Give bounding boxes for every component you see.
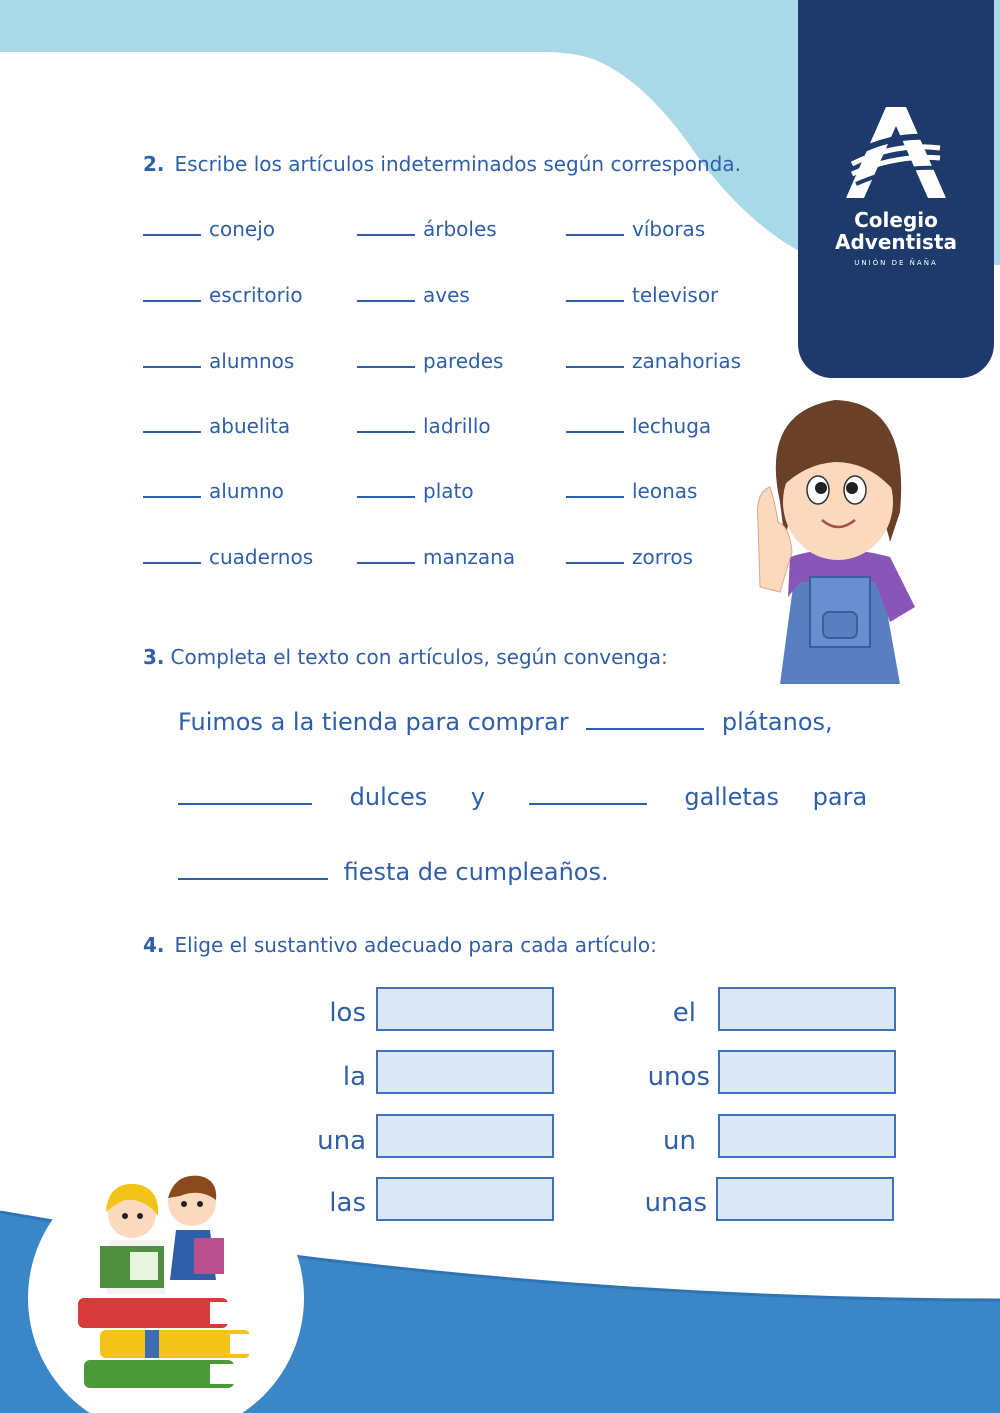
word-label: zanahorias xyxy=(632,349,742,373)
story-text-fiesta: fiesta de cumpleaños. xyxy=(343,858,609,886)
word-label: lechuga xyxy=(632,414,712,438)
answer-box-unas[interactable] xyxy=(716,1177,894,1221)
word-item xyxy=(357,283,470,307)
word-item xyxy=(143,545,313,569)
word-item xyxy=(143,479,284,503)
section3-title: Completa el texto con artículos, según convenga: xyxy=(170,645,668,669)
article-blank[interactable] xyxy=(566,415,624,433)
word-label: conejo xyxy=(209,217,276,241)
article-los: los xyxy=(329,998,366,1028)
article-una: una xyxy=(317,1126,366,1156)
school-subtitle: UNIÓN DE ÑAÑA xyxy=(854,259,938,267)
section2-heading xyxy=(143,152,741,176)
story-text-y: y xyxy=(470,783,486,811)
word-item xyxy=(143,283,303,307)
article-blank[interactable] xyxy=(143,284,201,302)
story-line-2 xyxy=(178,783,868,811)
section3-heading xyxy=(143,645,668,669)
story-blank-4[interactable] xyxy=(178,858,328,880)
word-label: manzana xyxy=(423,545,516,569)
article-la: la xyxy=(342,1062,366,1092)
word-item xyxy=(566,217,705,241)
story-text-galletas: galletas xyxy=(684,783,780,811)
word-label: paredes xyxy=(423,349,504,373)
article-un: un xyxy=(663,1126,696,1156)
article-blank[interactable] xyxy=(357,218,415,236)
article-blank[interactable] xyxy=(566,218,624,236)
word-label: leonas xyxy=(632,479,698,503)
article-blank[interactable] xyxy=(357,350,415,368)
word-item xyxy=(143,217,275,241)
article-blank[interactable] xyxy=(357,546,415,564)
word-label: escritorio xyxy=(209,283,303,307)
article-blank[interactable] xyxy=(357,415,415,433)
word-item xyxy=(566,414,711,438)
answer-box-el[interactable] xyxy=(718,987,896,1031)
section3-number: 3. xyxy=(143,645,165,669)
word-item xyxy=(357,545,515,569)
word-label: plato xyxy=(423,479,474,503)
word-item xyxy=(566,479,697,503)
article-blank[interactable] xyxy=(357,284,415,302)
word-label: televisor xyxy=(632,283,719,307)
kids-reading-books-illustration xyxy=(70,1168,270,1393)
word-label: zorros xyxy=(632,545,694,569)
section4-number: 4. xyxy=(143,933,165,957)
article-blank[interactable] xyxy=(143,546,201,564)
article-blank[interactable] xyxy=(143,218,201,236)
article-blank[interactable] xyxy=(566,350,624,368)
story-text-start: Fuimos a la tienda para comprar xyxy=(178,708,569,736)
word-item xyxy=(566,349,741,373)
school-name-line2: Adventista xyxy=(834,230,957,254)
answer-box-unos[interactable] xyxy=(718,1050,896,1094)
article-unas: unas xyxy=(644,1188,707,1218)
section2-title: Escribe los artículos indeterminados según corresponda. xyxy=(174,152,741,176)
word-label: alumnos xyxy=(209,349,295,373)
thinking-girl-illustration xyxy=(740,392,930,684)
word-item xyxy=(143,414,290,438)
story-text-dulces: dulces xyxy=(349,783,428,811)
section4-title: Elige el sustantivo adecuado para cada artículo: xyxy=(174,933,657,957)
article-blank[interactable] xyxy=(143,415,201,433)
story-blank-1[interactable] xyxy=(586,708,704,730)
article-blank[interactable] xyxy=(566,546,624,564)
story-text-platanos: plátanos, xyxy=(721,708,833,736)
section2-number: 2. xyxy=(143,152,165,176)
article-blank[interactable] xyxy=(143,480,201,498)
word-item xyxy=(566,283,718,307)
article-el: el xyxy=(672,998,696,1028)
word-label: víboras xyxy=(632,217,706,241)
section4-heading xyxy=(143,933,657,957)
word-label: alumno xyxy=(209,479,284,503)
word-label: ladrillo xyxy=(423,414,491,438)
article-blank[interactable] xyxy=(566,284,624,302)
answer-box-los[interactable] xyxy=(376,987,554,1031)
word-label: árboles xyxy=(423,217,497,241)
word-item xyxy=(357,479,474,503)
word-item xyxy=(143,349,294,373)
story-line-3 xyxy=(178,858,858,886)
word-item xyxy=(357,414,491,438)
article-blank[interactable] xyxy=(566,480,624,498)
word-item xyxy=(566,545,693,569)
article-las: las xyxy=(329,1188,366,1218)
word-label: abuelita xyxy=(209,414,291,438)
article-blank[interactable] xyxy=(143,350,201,368)
story-text-para: para xyxy=(812,783,868,811)
word-label: aves xyxy=(423,283,470,307)
answer-box-las[interactable] xyxy=(376,1177,554,1221)
article-blank[interactable] xyxy=(357,480,415,498)
word-item xyxy=(357,217,497,241)
word-item xyxy=(357,349,503,373)
article-unos: unos xyxy=(647,1062,710,1092)
story-blank-2[interactable] xyxy=(178,783,312,805)
story-blank-3[interactable] xyxy=(529,783,647,805)
word-label: cuadernos xyxy=(209,545,314,569)
school-name-line1: Colegio xyxy=(854,208,938,232)
answer-box-una[interactable] xyxy=(376,1114,554,1158)
story-line-1 xyxy=(178,708,858,736)
answer-box-un[interactable] xyxy=(718,1114,896,1158)
answer-box-la[interactable] xyxy=(376,1050,554,1094)
